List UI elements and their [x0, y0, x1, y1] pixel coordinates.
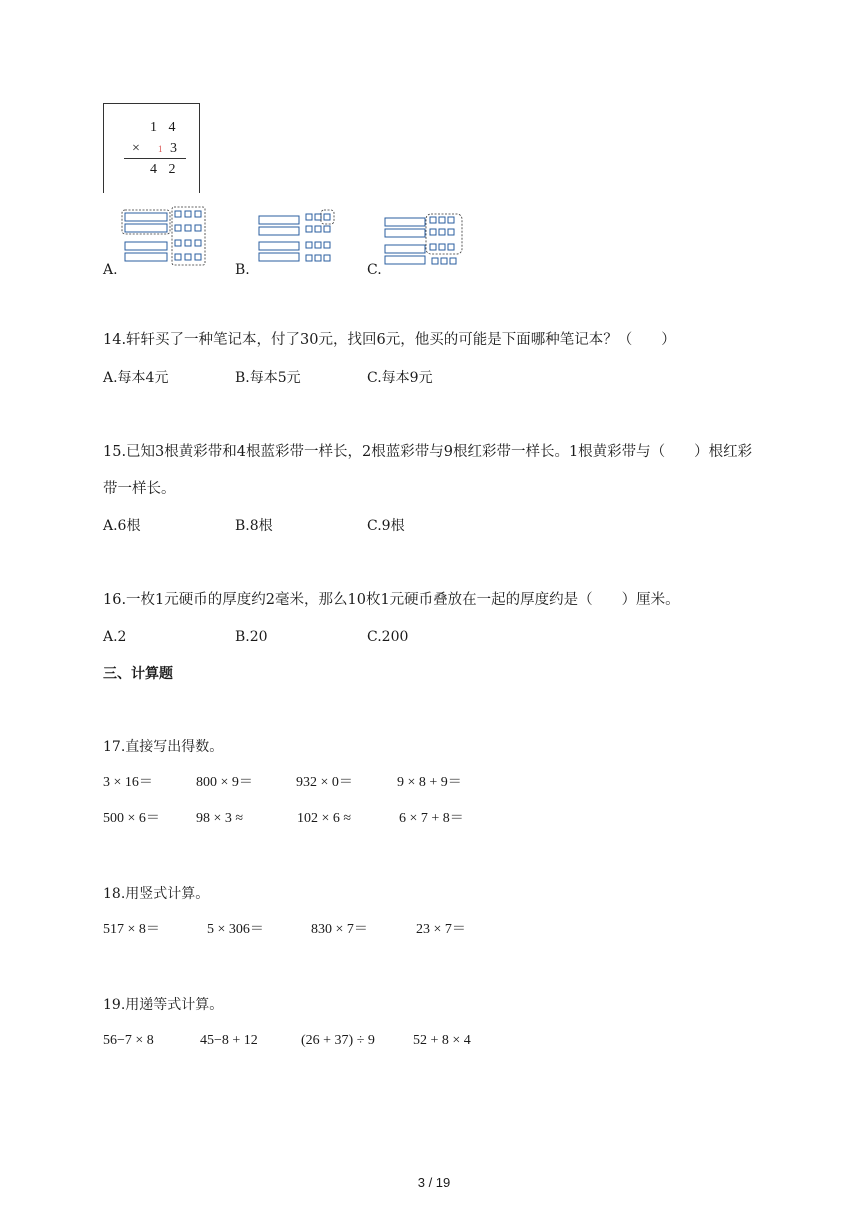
calc-row1: 1 4 [150, 120, 180, 135]
question-18-title: 18.用竖式计算。 [103, 886, 210, 902]
q18-c3: 830 × 7＝ [311, 922, 368, 937]
calc-line [124, 158, 186, 159]
figure-b [256, 208, 340, 268]
question-15-line1: 15.已知3根黄彩带和4根蓝彩带一样长，2根蓝彩带与9根红彩带一样长。1根黄彩带与（ ）根红彩 [103, 444, 753, 460]
q15-option-c[interactable]: C.9根 [367, 518, 405, 534]
calc-carry: 1 [158, 144, 163, 154]
q19-c2: 45−8 + 12 [200, 1033, 258, 1048]
q17-r1-c2: 800 × 9＝ [196, 775, 253, 790]
question-14: 14.轩轩买了一种笔记本，付了30元，找回6元，他买的可能是下面哪种笔记本？（ ） [103, 332, 676, 348]
calc-times: × [132, 141, 140, 156]
section-3-title: 三、计算题 [103, 666, 173, 682]
q17-r2-c2: 98 × 3 ≈ [196, 811, 244, 826]
figure-option-a[interactable]: A. [103, 262, 118, 278]
q17-r2-c3: 102 × 6 ≈ [297, 811, 352, 826]
question-16: 16.一枚1元硬币的厚度约2毫米，那么10枚1元硬币叠放在一起的厚度约是（ ）厘米。 [103, 592, 680, 608]
figure-a [120, 206, 212, 268]
figure-option-c[interactable]: C. [367, 262, 382, 278]
question-15-line2: 带一样长。 [103, 481, 176, 497]
q17-r1-c3: 932 × 0＝ [296, 775, 353, 790]
q15-option-a[interactable]: A.6根 [103, 518, 141, 534]
question-19-title: 19.用递等式计算。 [103, 997, 224, 1013]
q17-r1-c1: 3 × 16＝ [103, 775, 153, 790]
q14-option-a[interactable]: A.每本4元 [103, 370, 169, 386]
calc-result: 4 2 [150, 162, 180, 177]
q15-option-b[interactable]: B.8根 [235, 518, 273, 534]
q16-option-a[interactable]: A.2 [103, 629, 127, 645]
figure-c [382, 210, 468, 268]
question-17-title: 17.直接写出得数。 [103, 739, 224, 755]
figure-option-b[interactable]: B. [235, 262, 250, 278]
q19-c1: 56−7 × 8 [103, 1033, 154, 1048]
q18-c2: 5 × 306＝ [207, 922, 264, 937]
q16-option-c[interactable]: C.200 [367, 629, 409, 645]
q16-option-b[interactable]: B.20 [235, 629, 268, 645]
q14-option-c[interactable]: C.每本9元 [367, 370, 433, 386]
calc-row2: 3 [170, 141, 177, 156]
q19-c3: (26 + 37) ÷ 9 [301, 1033, 375, 1048]
q18-c4: 23 × 7＝ [416, 922, 466, 937]
q17-r2-c4: 6 × 7 + 8＝ [399, 811, 464, 826]
q14-option-b[interactable]: B.每本5元 [235, 370, 301, 386]
q18-c1: 517 × 8＝ [103, 922, 160, 937]
q17-r2-c1: 500 × 6＝ [103, 811, 160, 826]
q19-c4: 52 + 8 × 4 [413, 1033, 471, 1048]
q17-r1-c4: 9 × 8 + 9＝ [397, 775, 462, 790]
page-number: 3 / 19 [417, 1175, 451, 1190]
